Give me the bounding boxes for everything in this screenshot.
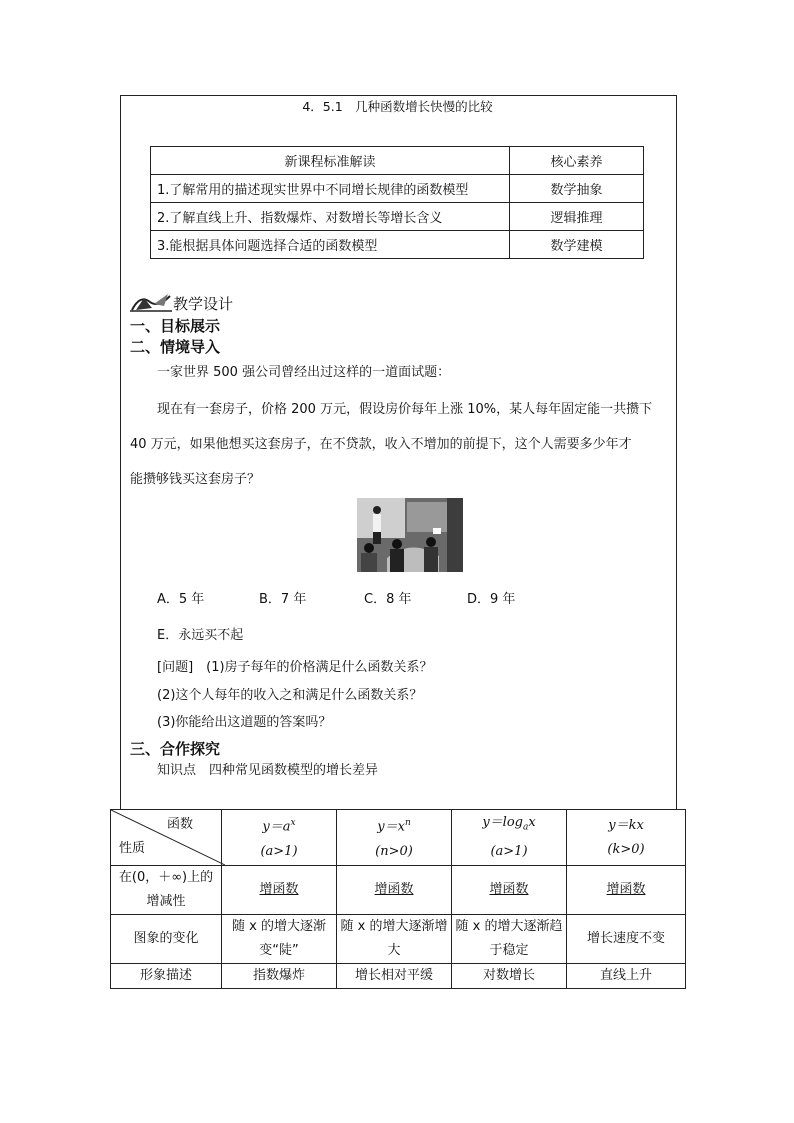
row-graph-label: 图象的变化: [111, 915, 222, 964]
func-linear-cond: (k>0): [607, 841, 645, 857]
func-power-cond: (n>0): [375, 843, 413, 859]
standards-row-3-literacy: 数学建模: [510, 231, 644, 259]
row-graph-linear: 增长速度不变: [567, 915, 686, 964]
standards-row-3-text: 3.能根据具体问题选择合适的函数模型: [151, 231, 510, 259]
office-meeting-image: [357, 498, 463, 572]
intro-text: 一家世界 500 强公司曾经出过这样的一道面试题：: [157, 365, 451, 380]
corner-cell: [111, 810, 222, 866]
row-desc-label: 形象描述: [111, 964, 222, 989]
standards-header-2: 核心素养: [510, 147, 644, 175]
option-b: B．7 年: [259, 592, 307, 607]
option-d: D．9 年: [467, 592, 516, 607]
section-intro: 二、情境导入: [130, 338, 221, 356]
row-monotonic-power: 增函数: [337, 866, 452, 915]
func-linear-header: y＝kx (k>0): [567, 810, 686, 866]
section-cooperate: 三、合作探究: [130, 740, 221, 758]
growth-compare-table: [110, 809, 686, 989]
section-goals: 一、目标展示: [130, 317, 221, 335]
problem-line-1: 现在有一套房子，价格 200 万元，假设房价每年上涨 10%，某人每年固定能一共攒下: [157, 402, 653, 417]
row-graph-power: 随 x 的增大逐渐增大: [337, 915, 452, 964]
row-desc-linear: 直线上升: [567, 964, 686, 989]
option-c: C．8 年: [364, 592, 412, 607]
standards-row-2-text: 2.了解直线上升、指数爆炸、对数增长等增长含义: [151, 203, 510, 231]
teaching-design-heading: [130, 290, 234, 313]
row-monotonic-log: 增函数: [452, 866, 567, 915]
teaching-design-icon: [130, 290, 172, 312]
row-desc-exp: 指数爆炸: [222, 964, 337, 989]
standards-row-1-literacy: 数学抽象: [510, 175, 644, 203]
question-1: [问题] (1)房子每年的价格满足什么函数关系？: [157, 660, 433, 675]
standards-row-2-literacy: 逻辑推理: [510, 203, 644, 231]
question-3: (3)你能给出这道题的答案吗？: [157, 715, 332, 730]
knowledge-point: 知识点 四种常见函数模型的增长差异: [157, 763, 379, 778]
func-exp-header: $y=a^x$ (a>1): [222, 810, 337, 866]
standards-table: [150, 146, 644, 259]
func-exp-cond: (a>1): [260, 843, 298, 859]
standards-row-1-text: 1.了解常用的描述现实世界中不同增长规律的函数模型: [151, 175, 510, 203]
row-monotonic-exp: 增函数: [222, 866, 337, 915]
problem-line-2: 40 万元，如果他想买这套房子，在不贷款，收入不增加的前提下，这个人需要多少年才: [130, 437, 632, 452]
row-monotonic-linear: 增函数: [567, 866, 686, 915]
corner-prop-label: 性质: [119, 841, 146, 856]
row-monotonic-label: 在(0，＋∞)上的增减性: [111, 866, 222, 915]
option-e: E．永远买不起: [157, 628, 244, 643]
question-2: (2)这个人每年的收入之和满足什么函数关系？: [157, 688, 423, 703]
row-graph-exp: 随 x 的增大逐渐变“陡”: [222, 915, 337, 964]
row-desc-power: 增长相对平缓: [337, 964, 452, 989]
page-title: 4．5.1 几种函数增长快慢的比较: [302, 99, 493, 114]
func-log-header: $y=\log_ax$ (a>1): [452, 810, 567, 866]
teaching-design-label: 教学设计: [173, 295, 234, 313]
problem-line-3: 能攒够钱买这套房子？: [130, 472, 261, 487]
row-desc-log: 对数增长: [452, 964, 567, 989]
row-graph-log: 随 x 的增大逐渐趋于稳定: [452, 915, 567, 964]
standards-header-1: 新课程标准解读: [151, 147, 510, 175]
corner-func-label: 函数: [166, 817, 193, 832]
func-log-cond: (a>1): [490, 843, 528, 859]
func-power-header: $y=x^n$ (n>0): [337, 810, 452, 866]
option-a: A．5 年: [157, 592, 205, 607]
